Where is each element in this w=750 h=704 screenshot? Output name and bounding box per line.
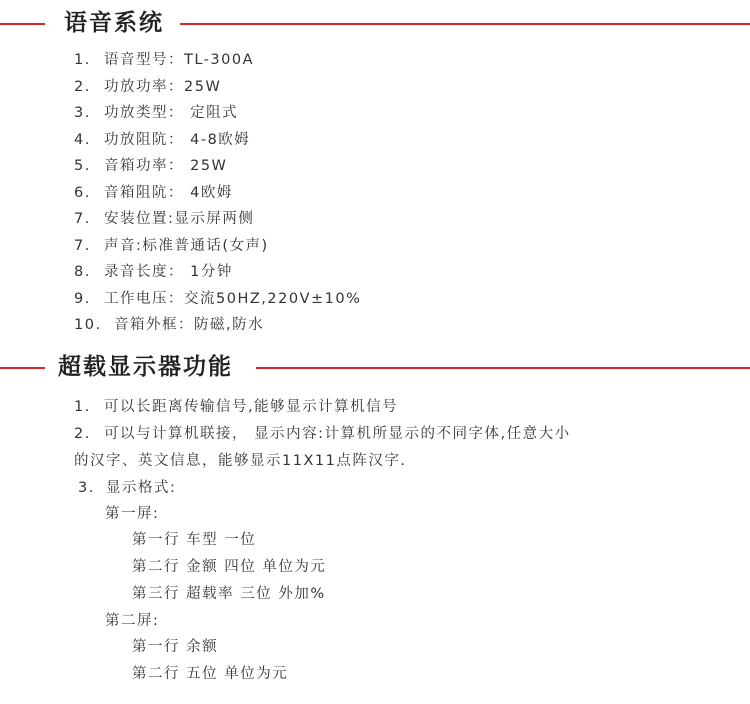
section-title: 超载显示器功能 bbox=[58, 354, 233, 380]
section-rule-left bbox=[0, 23, 45, 25]
list-item: 3. 显示格式: bbox=[78, 480, 177, 496]
list-item: 1. 可以长距离传输信号,能够显示计算机信号 bbox=[74, 399, 399, 415]
list-item: 4. 功放阻阬： 4-8欧姆 bbox=[74, 132, 251, 148]
screen-row: 第二行 金额 四位 单位为元 bbox=[132, 559, 327, 575]
list-item: 2. 功放功率：25W bbox=[74, 79, 222, 95]
list-item: 7. 安装位置:显示屏两侧 bbox=[74, 211, 255, 227]
screen-label: 第一屏: bbox=[105, 506, 160, 522]
list-item: 8. 录音长度： 1分钟 bbox=[74, 264, 233, 280]
section-rule-left bbox=[0, 367, 45, 369]
list-item: 1. 语音型号：TL-300A bbox=[74, 52, 255, 68]
section-title: 语音系统 bbox=[64, 10, 164, 36]
list-item: 9. 工作电压：交流50HZ,220V±10% bbox=[74, 291, 362, 307]
section-rule-right bbox=[180, 23, 750, 25]
list-item: 6. 音箱阻阬： 4欧姆 bbox=[74, 185, 233, 201]
screen-label: 第二屏: bbox=[105, 613, 160, 629]
section-rule-right bbox=[256, 367, 750, 369]
screen-row: 第三行 超载率 三位 外加% bbox=[132, 586, 326, 602]
list-item: 3. 功放类型： 定阻式 bbox=[74, 105, 239, 121]
screen-row: 第一行 车型 一位 bbox=[132, 532, 257, 548]
list-item-continuation: 的汉字、英文信息，能够显示11X11点阵汉字. bbox=[74, 453, 407, 469]
list-item: 5. 音箱功率： 25W bbox=[74, 158, 228, 174]
screen-row: 第一行 余额 bbox=[132, 639, 219, 655]
section-header-voice-system bbox=[0, 8, 750, 40]
screen-row: 第二行 五位 单位为元 bbox=[132, 666, 289, 682]
list-item: 7. 声音:标准普通话(女声) bbox=[74, 238, 269, 254]
list-item: 2. 可以与计算机联接， 显示内容:计算机所显示的不同字体,任意大小 bbox=[74, 426, 571, 442]
section-header-overload-display bbox=[0, 352, 750, 384]
list-item: 10. 音箱外框：防磁,防水 bbox=[74, 317, 265, 333]
